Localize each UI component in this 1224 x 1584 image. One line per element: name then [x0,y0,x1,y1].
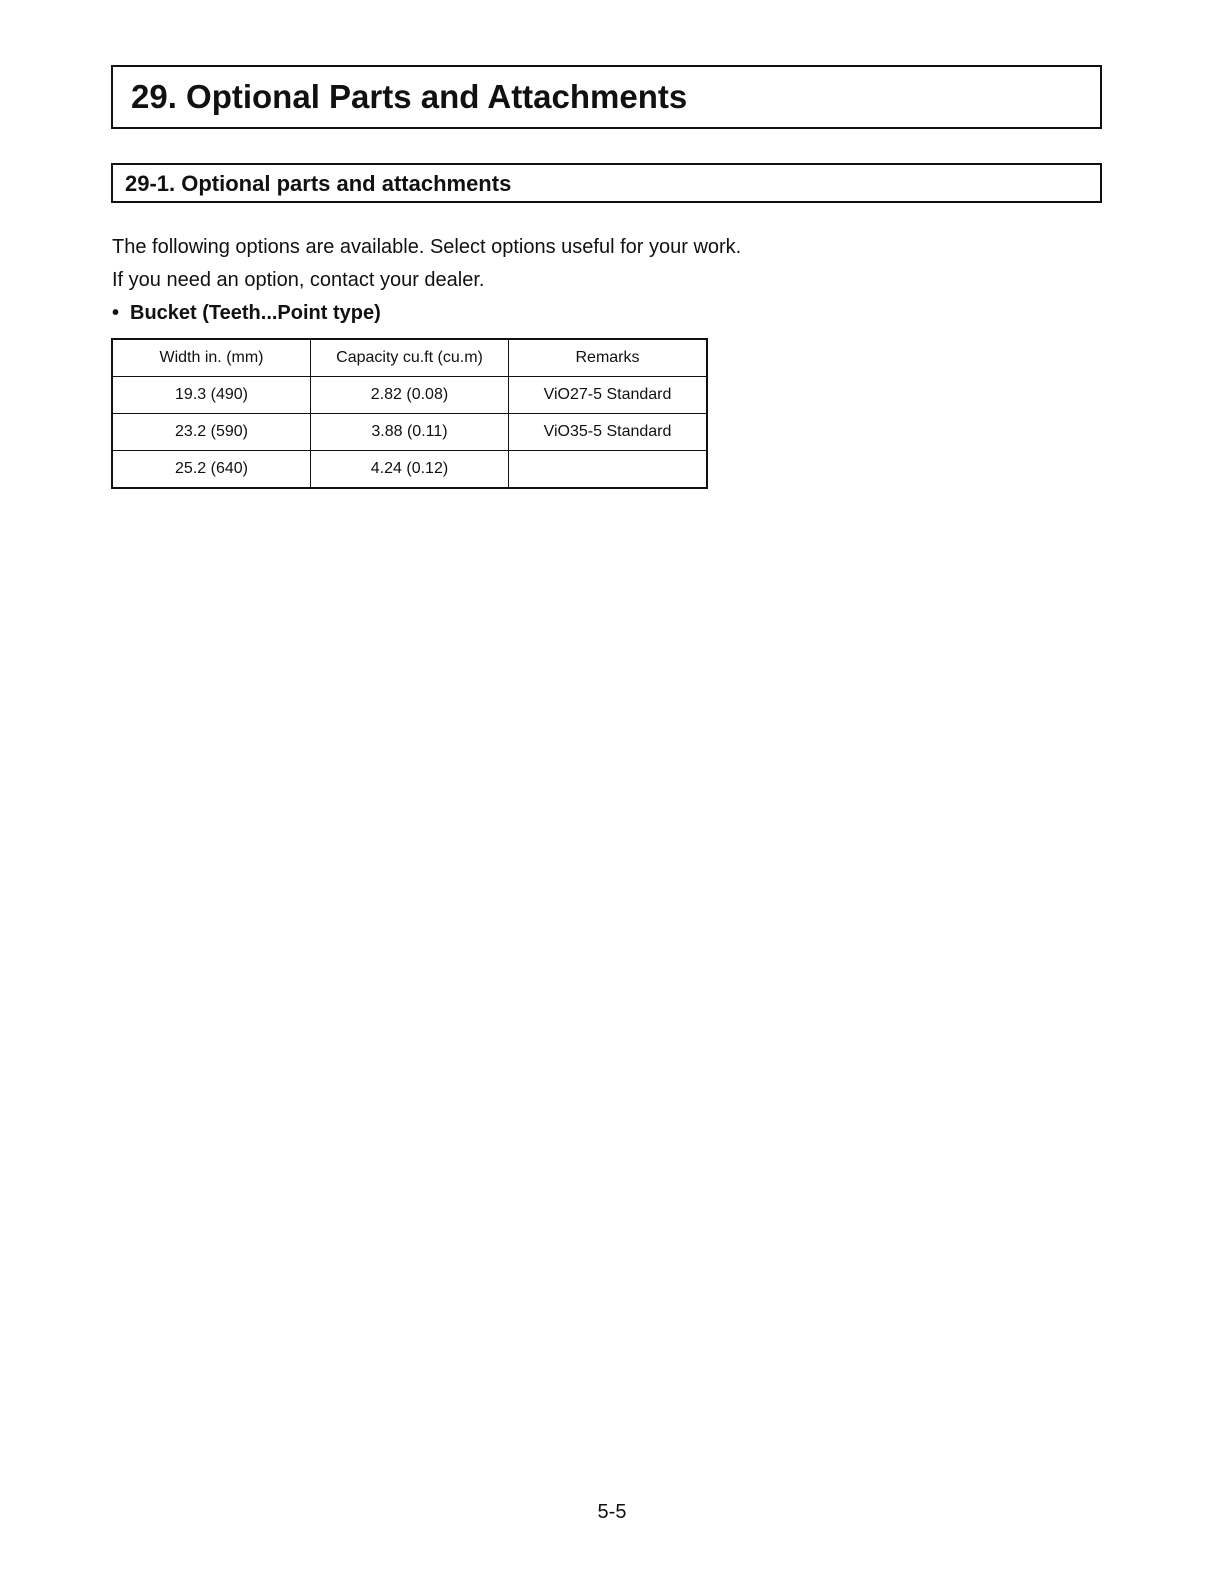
column-header-remarks: Remarks [509,339,708,377]
cell-remarks: ViO27-5 Standard [509,377,708,414]
cell-width: 19.3 (490) [112,377,311,414]
cell-remarks [509,451,708,489]
cell-width: 25.2 (640) [112,451,311,489]
cell-capacity: 2.82 (0.08) [311,377,509,414]
chapter-title: 29. Optional Parts and Attachments [131,78,688,115]
intro-paragraph-1: The following options are available. Select options useful for your work. [112,236,742,258]
cell-capacity: 3.88 (0.11) [311,414,509,451]
cell-remarks: ViO35-5 Standard [509,414,708,451]
table-header-row [112,339,707,377]
table-row [112,451,707,489]
cell-capacity: 4.24 (0.12) [311,451,509,489]
section-heading-box [111,163,1102,203]
chapter-heading-box [111,65,1102,129]
column-header-capacity: Capacity cu.ft (cu.m) [311,339,509,377]
cell-width: 23.2 (590) [112,414,311,451]
section-title: 29-1. Optional parts and attachments [125,171,512,196]
table-row [112,377,707,414]
column-header-width: Width in. (mm) [112,339,311,377]
bullet-icon: • [112,302,120,324]
table-row [112,414,707,451]
page-number: 5-5 [597,1501,627,1523]
intro-paragraph-2: If you need an option, contact your dealer. [112,269,485,291]
bucket-heading-text: Bucket (Teeth...Point type) [130,302,381,324]
bucket-spec-table [111,338,708,489]
bucket-heading [112,300,381,326]
